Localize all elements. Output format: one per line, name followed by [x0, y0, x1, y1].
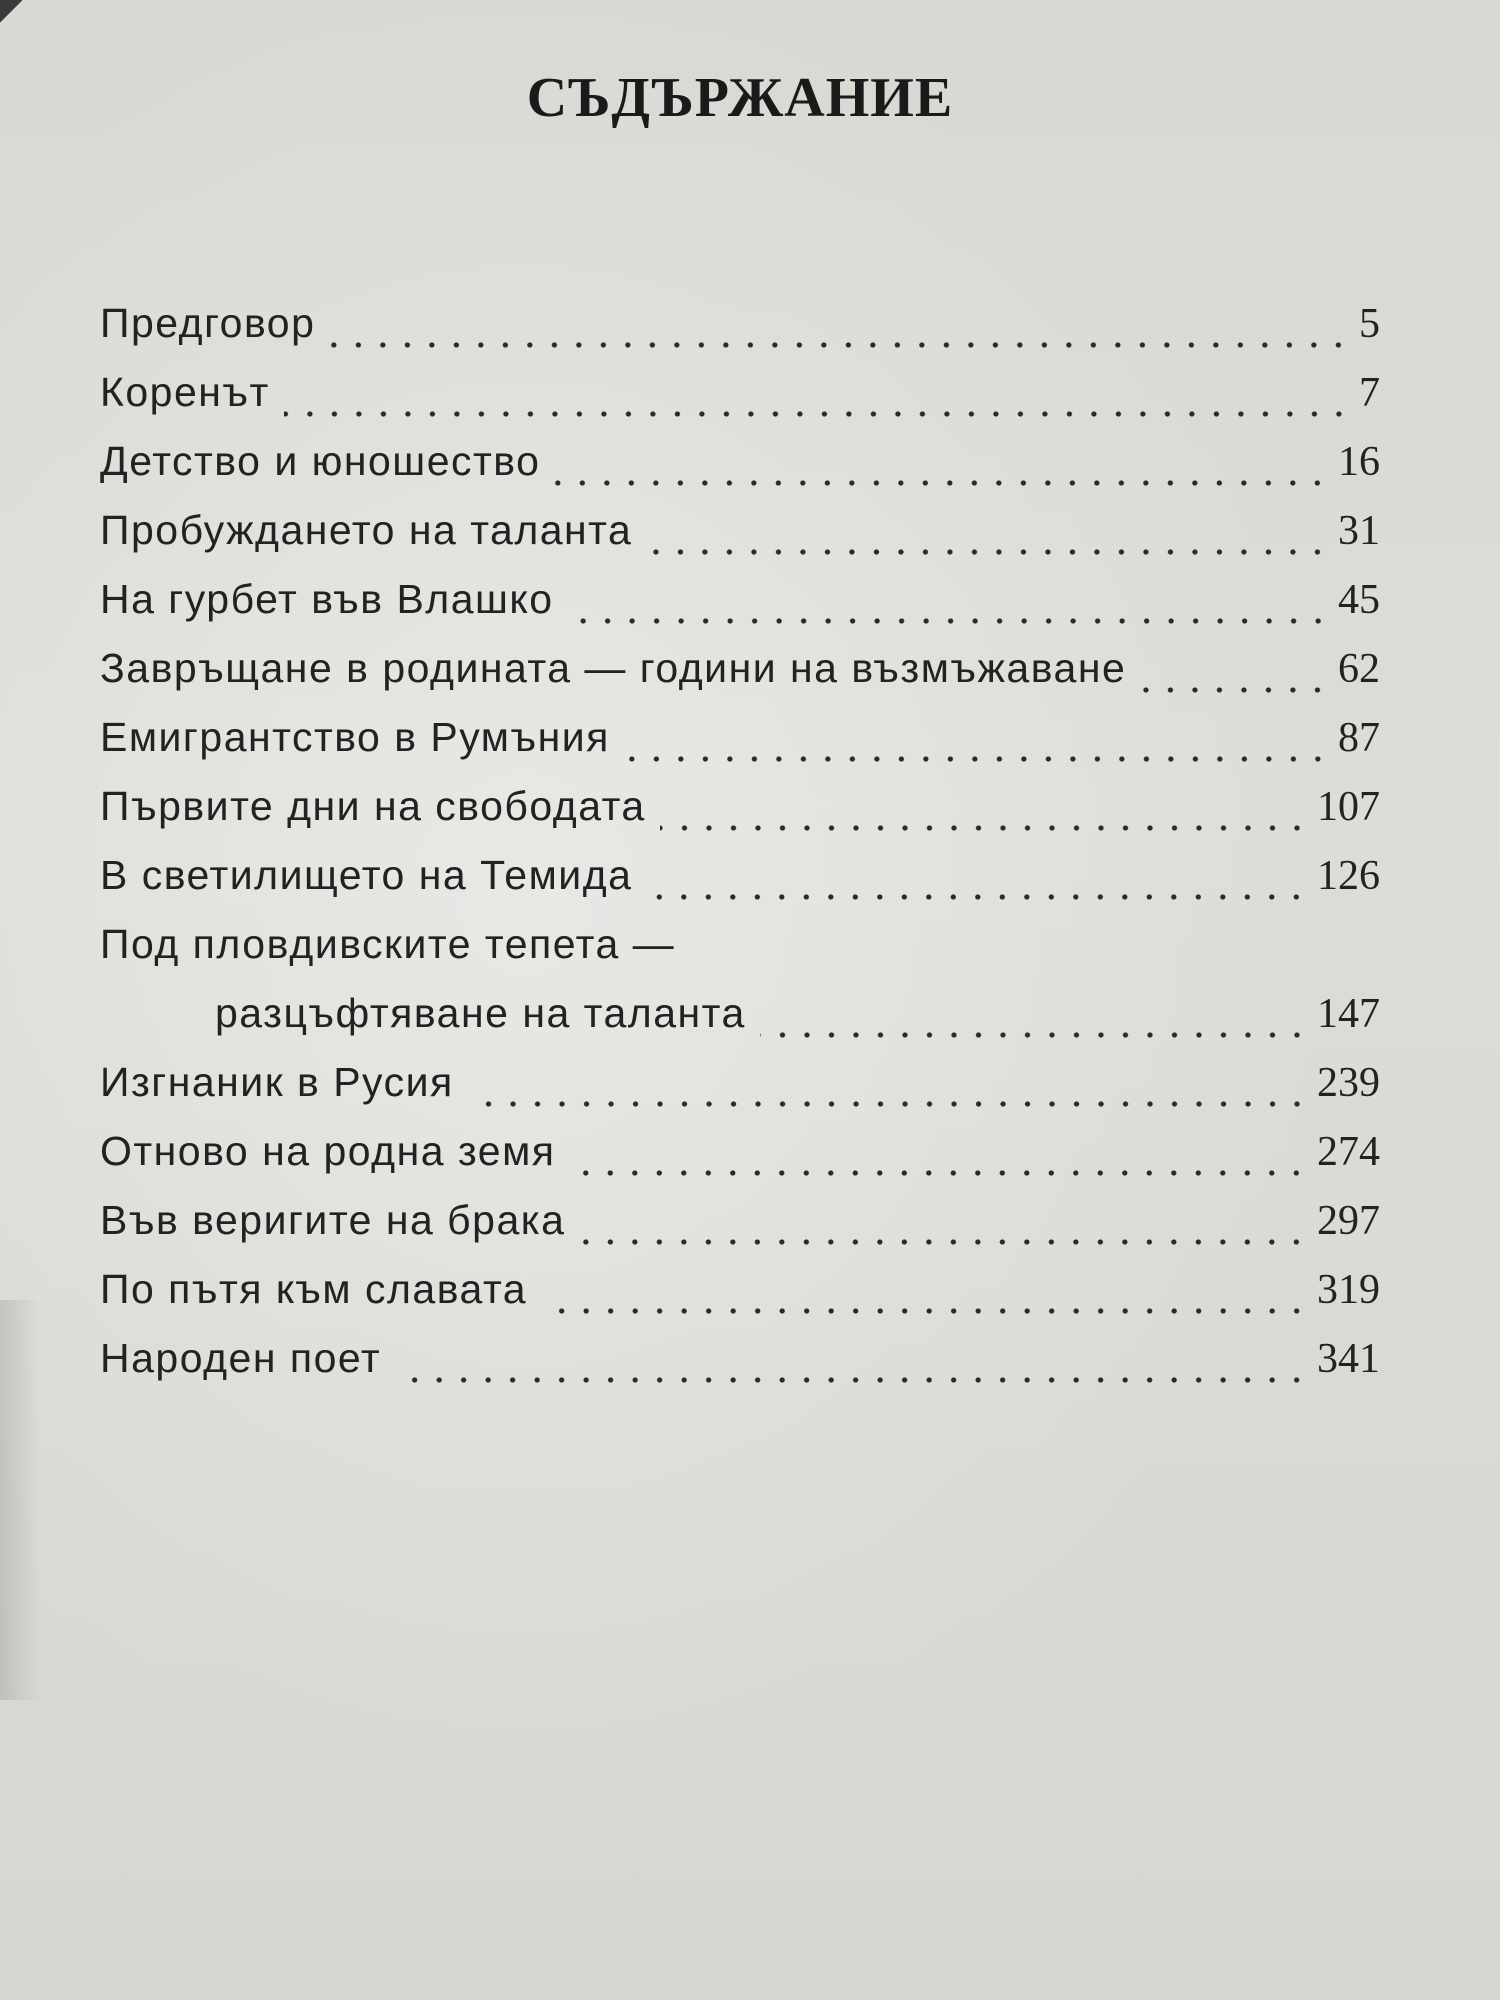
toc-entry-label: Завръщане в родината — години на възмъжаване — [100, 645, 1127, 691]
toc-entry-page: 319 — [1317, 1267, 1380, 1313]
toc-entry-label: Във веригите на брака — [100, 1197, 566, 1243]
toc-entry[interactable] — [100, 1197, 1380, 1257]
toc-entry-label: Детство и юношество — [100, 438, 541, 484]
toc-entry-page: 126 — [1317, 853, 1380, 899]
toc-entry[interactable] — [100, 438, 1380, 498]
toc-entry[interactable] — [100, 990, 1380, 1050]
toc-entry-label: Под пловдивските тепета — — [100, 921, 676, 967]
toc-entry-page: 341 — [1317, 1336, 1380, 1382]
toc-entry-page: 31 — [1338, 508, 1380, 554]
dot-leader — [541, 1308, 1309, 1314]
toc-entry-page: 274 — [1317, 1129, 1380, 1175]
toc-entry-page: 62 — [1338, 646, 1380, 692]
toc-entry-first-line[interactable] — [100, 921, 1380, 981]
toc-entry-label: Първите дни на свободата — [100, 783, 646, 829]
page-edge-shadow — [0, 1300, 40, 1700]
toc-entry-page: 7 — [1359, 370, 1380, 416]
toc-entry-label: Отново на родна земя — [100, 1128, 556, 1174]
toc-entry-label-continuation: разцъфтяване на таланта — [215, 990, 746, 1036]
toc-entry-label: Изгнаник в Русия — [100, 1059, 454, 1105]
dot-leader — [646, 549, 1330, 555]
toc-entry[interactable] — [100, 645, 1380, 705]
toc-entry-page: 16 — [1338, 439, 1380, 485]
toc-entry[interactable] — [100, 1266, 1380, 1326]
toc-entry[interactable] — [100, 852, 1380, 912]
toc-entry-page: 147 — [1317, 991, 1380, 1037]
dot-leader — [624, 756, 1330, 762]
toc-entry-label: В светилището на Темида — [100, 852, 633, 898]
toc-entry-page: 87 — [1338, 715, 1380, 761]
toc-entry-label: Пробуждането на таланта — [100, 507, 633, 553]
dot-leader — [760, 1032, 1309, 1038]
toc-entry-label: Народен поет — [100, 1335, 382, 1381]
toc-entry[interactable] — [100, 1128, 1380, 1188]
toc-entry[interactable] — [100, 300, 1380, 360]
toc-entry[interactable] — [100, 714, 1380, 774]
toc-entry[interactable] — [100, 369, 1380, 429]
dot-leader — [568, 618, 1330, 624]
toc-entry-page: 107 — [1317, 784, 1380, 830]
toc-entry[interactable] — [100, 1335, 1380, 1395]
dot-leader — [329, 342, 1351, 348]
toc-entry-page: 297 — [1317, 1198, 1380, 1244]
toc-entry-page: 239 — [1317, 1060, 1380, 1106]
page-title: СЪДЪРЖАНИЕ — [526, 66, 954, 129]
dot-leader — [1140, 687, 1330, 693]
toc-entry[interactable] — [100, 507, 1380, 567]
dot-leader — [284, 411, 1351, 417]
toc-entry-label: Коренът — [100, 369, 270, 415]
toc-entry-label: По пътя към славата — [100, 1266, 528, 1312]
dot-leader — [395, 1377, 1309, 1383]
toc-entry-label: Предговор — [100, 300, 316, 346]
toc-entry-page: 45 — [1338, 577, 1380, 623]
dot-leader — [646, 894, 1309, 900]
dot-leader — [554, 480, 1330, 486]
toc-entry-label: Емигрантство в Румъния — [100, 714, 610, 760]
dot-leader — [569, 1170, 1309, 1176]
toc-entry-label: На гурбет във Влашко — [100, 576, 554, 622]
toc-entry-page: 5 — [1359, 301, 1380, 347]
page-corner-mark — [0, 0, 22, 34]
table-of-contents — [100, 300, 1380, 1400]
toc-entry[interactable] — [100, 576, 1380, 636]
dot-leader — [660, 825, 1309, 831]
dot-leader — [468, 1101, 1309, 1107]
toc-entry[interactable] — [100, 783, 1380, 843]
dot-leader — [579, 1239, 1309, 1245]
toc-entry[interactable] — [100, 1059, 1380, 1119]
